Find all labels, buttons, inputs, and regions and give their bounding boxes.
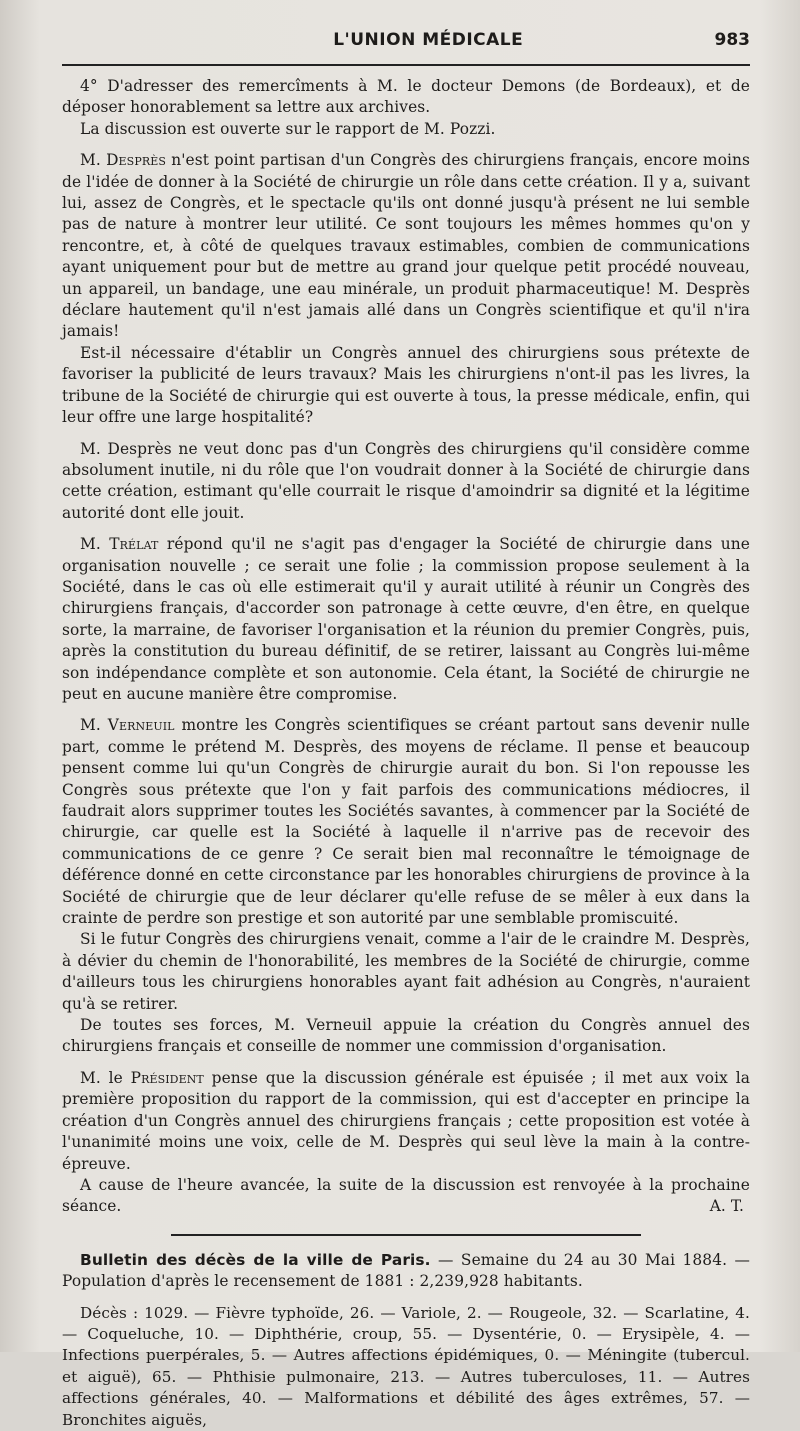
speaker-prefix: M.	[80, 151, 107, 170]
paragraph-despres-2: Est-il nécessaire d'établir un Congrès annuel des chirurgiens sous prétexte de favoriser la publicité de leurs travaux? Mais les chirurgiens n'ont-il pas les livres, la tribune de la Société de chirurgie qui est ouverte à tous, la presse médicale, enfin, qui leur offre une large hospitalité?	[62, 343, 750, 427]
section-divider	[171, 1234, 641, 1236]
deaths-statistics: Décès : 1029. — Fièvre typhoïde, 26. — Variole, 2. — Rougeole, 32. — Scarlatine, 4. — Coqueluche, 10. — Diphthérie, croup, 55. — Dysentérie, 0. — Erysipèle, 4. — Infections puerpérales, 5. — Autres affections épidémiques, 0. — Méningite (tubercul. et aiguë), 65. — Phthisie pulmonaire, 213. — Autres tuberculoses, 11. — Autres affections générales, 40. — Malformations et débilité des âges extrêmes, 57. — Bronchites aiguës,	[62, 1303, 750, 1429]
running-title: L'UNION MÉDICALE	[333, 30, 524, 50]
paragraph-text: montre les Congrès scientifiques se créant partout sans devenir nulle part, comme le prétend M. Desprès, des moyens de réclame. Il pense et beaucoup pensent comme lui qu'un Congrès de chirurgie aurait du bon. Si l'on repousse les Congrès sous prétexte que l'on y fait parfois des communications médiocres, il faudrait alors supprimer toutes les Sociétés savantes, à commencer par la Société de chirurgie, car quelle est la Société à laquelle il n'arrive pas de recevoir des communications de ce genre ? Ce serait bien mal reconnaître le témoignage de déférence donné en cette circonstance par les honorables chirurgiens de province à la Société de chirurgie que de leur déclarer qu'elle refuse de se mêler à eux dans la crainte de perdre son prestige et son autorité par une semblable promiscuité.	[62, 716, 750, 928]
page-header	[62, 30, 750, 60]
speaker-name: Desprès	[106, 151, 166, 170]
paragraph-verneuil-1	[62, 715, 750, 929]
header-rule	[62, 64, 750, 66]
paragraph-despres-1	[62, 150, 750, 343]
speaker-name: Verneuil	[107, 716, 175, 735]
bulletin-heading	[62, 1250, 750, 1293]
page-number: 983	[714, 30, 750, 50]
paragraph-president	[62, 1068, 750, 1175]
bulletin-subtitle: — Semaine du 24 au 30 Mai 1884. — Population d'après le recensement de 1881 : 2,239,928 habitants.	[62, 1250, 750, 1291]
paragraph-verneuil-2: Si le futur Congrès des chirurgiens venait, comme a l'air de le craindre M. Desprès, à dévier du chemin de l'honorabilité, les membres de la Société de chirurgie, comme d'ailleurs tous les chirurgiens honorables ayant fait adhésion au Congrès, n'auraient qu'à se retirer.	[62, 930, 750, 1013]
speaker-prefix: M.	[80, 716, 108, 735]
paragraph-text: pense que la discussion générale est épuisée ; il met aux voix la première proposition du rapport de la commission, qui est d'accepter en principe la création d'un Congrès annuel des chirurgiens français ; cette proposition est votée à l'unanimité moins une voix, celle de M. Desprès qui seul lève la main à la contre-épreuve.	[62, 1068, 750, 1173]
paragraph-text: n'est point partisan d'un Congrès des chirurgiens français, encore moins de l'idée de donner à la Société de chirurgie un rôle dans cette création. Il y a, suivant lui, assez de Congrès, et le spectacle qu'ils ont donné jusqu'à présent ne lui semble pas de nature à montrer leur utilité. Ce sont toujours les mêmes hommes qu'on y rencontre, et, à côté de quelques travaux estimables, combien de communications ayant uniquement pour but de mettre au grand jour quelque petit procédé nouveau, un appareil, un bandage, une eau minérale, un produit pharmaceutique! M. Desprès déclare hautement qu'il n'est jamais allé dans un Congrès scientifique et qu'il n'ira jamais!	[62, 151, 751, 341]
signature: A. T.	[709, 1197, 744, 1216]
paragraph-text: répond qu'il ne s'agit pas d'engager la Société de chirurgie dans une organisation nouvelle ; ce serait une folie ; la commission propose seulement à la Société, dans le cas où elle estimerait qu'il y aurait utilité à réunir un Congrès des chirurgiens français, d'accorder son patronage à cette œuvre, d'en être, en quelque sorte, la marraine, de favoriser l'organisation et la réunion du premier Congrès, puis, après la constitution du bureau définitif, de se retirer, laissant au Congrès lui-même son indépendance complète et son autonomie. Cela étant, la Société de chirurgie ne peut en aucune manière être compromise.	[62, 535, 750, 703]
paragraph-despres-3: M. Desprès ne veut donc pas d'un Congrès des chirurgiens qu'il considère comme absolument inutile, ni du rôle que l'on voudrait donner à la Société de chirurgie dans cette création, estimant qu'elle courrait le risque d'amoindrir sa dignité et la légitime autorité dont elle jouit.	[62, 439, 750, 522]
paragraph-closing	[62, 1175, 750, 1218]
paragraph-thanks: 4° D'adresser des remercîments à M. le docteur Demons (de Bordeaux), et de déposer honorablement sa lettre aux archives.	[62, 77, 750, 117]
speaker-prefix: M. le	[80, 1068, 131, 1087]
paragraph-verneuil-3: De toutes ses forces, M. Verneuil appuie la création du Congrès annuel des chirurgiens français et conseille de nommer une commission d'organisation.	[62, 1016, 750, 1056]
speaker-name: Trélat	[109, 535, 159, 554]
speaker-prefix: M.	[80, 535, 110, 554]
paragraph-discussion-open: La discussion est ouverte sur le rapport de M. Pozzi.	[80, 119, 496, 138]
bulletin-title: Bulletin des décès de la ville de Paris.	[80, 1250, 431, 1269]
paragraph-text: A cause de l'heure avancée, la suite de la discussion est renvoyée à la prochaine séance.	[62, 1175, 750, 1216]
paragraph-trelat	[62, 534, 750, 705]
speaker-name: Président	[130, 1068, 204, 1087]
